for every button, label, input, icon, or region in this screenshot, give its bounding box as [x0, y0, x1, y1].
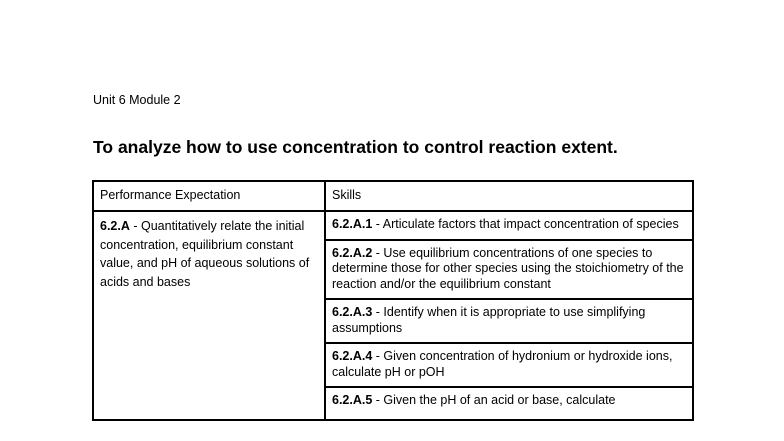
expectation-text: - Quantitatively relate the initial concentration, equilibrium constant value, and pH of aqueous solutions of acids and bases: [100, 219, 310, 289]
table-row: [93, 211, 693, 240]
unit-label: Unit 6 Module 2: [93, 93, 181, 107]
skill-text: - Articulate factors that impact concentration of species: [372, 217, 679, 231]
skill-text: - Identify when it is appropriate to use simplifying assumptions: [332, 305, 646, 335]
skill-code: 6.2.A.1: [332, 217, 373, 231]
header-skills: Skills: [325, 181, 693, 211]
page-title: To analyze how to use concentration to control reaction extent.: [93, 137, 618, 157]
table-header-row: [93, 181, 693, 211]
expectation-code: 6.2.A: [100, 219, 130, 233]
header-performance-expectation: Performance Expectation: [93, 181, 325, 211]
skill-text: - Use equilibrium concentrations of one species to determine those for other species using the stoichiometry of the reaction and/or the equilibrium constant: [332, 245, 684, 291]
skill-text: - Given concentration of hydronium or hydroxide ions, calculate pH or pOH: [332, 349, 673, 379]
skill-code: 6.2.A.4: [332, 349, 373, 363]
skill-code: 6.2.A.5: [332, 393, 373, 407]
skill-cell: [325, 299, 693, 343]
skill-cell: [325, 240, 693, 300]
expectations-table: [92, 180, 694, 421]
performance-expectation-cell: [93, 211, 325, 420]
skill-cell: [325, 343, 693, 387]
skill-cell: [325, 211, 693, 240]
skill-cell: [325, 387, 693, 420]
skill-code: 6.2.A.2: [332, 245, 373, 260]
skill-code: 6.2.A.3: [332, 305, 373, 319]
skill-text: - Given the pH of an acid or base, calculate: [372, 393, 616, 407]
